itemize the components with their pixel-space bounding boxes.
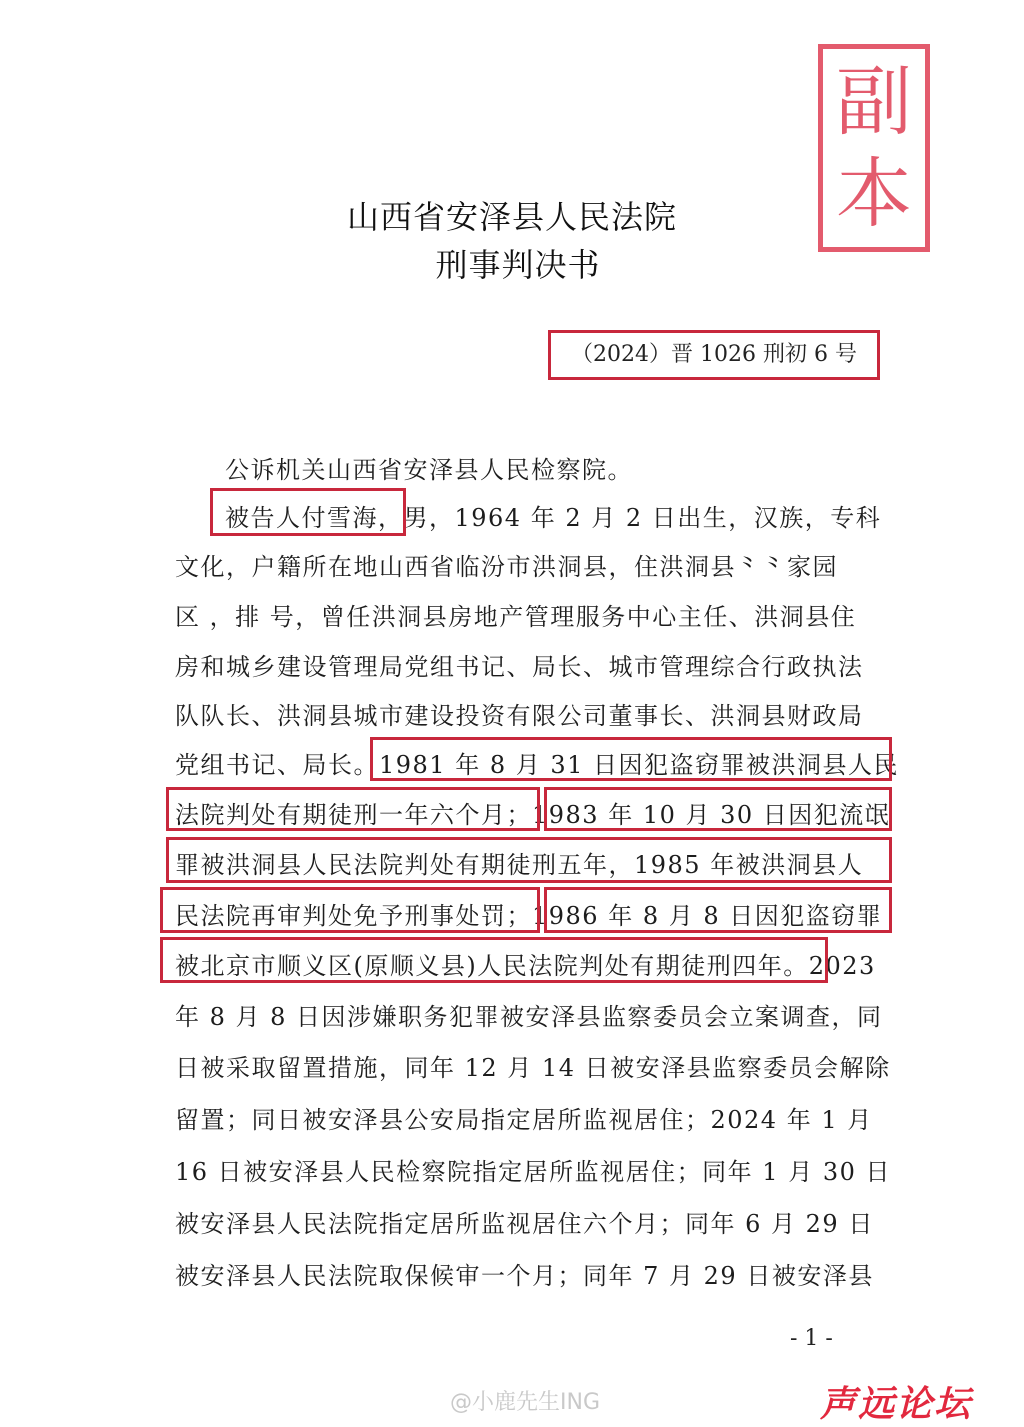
body-line-14: 留置；同日被安泽县公安局指定居所监视居住；2024 年 1 月 <box>175 1106 873 1134</box>
forum-logo: 声远论坛 <box>820 1384 973 1425</box>
body-line-8: 法院判处有期徒刑一年六个月；1983 年 10 月 30 日因犯流氓 <box>175 801 891 829</box>
highlight-defendant-name <box>210 488 406 536</box>
court-name: 山西省安泽县人民法院 <box>346 198 677 236</box>
body-line-6: 队队长、洪洞县城市建设投资有限公司董事长、洪洞县财政局 <box>175 702 864 730</box>
case-number: （2024）晋 1026 刑初 6 号 <box>548 330 880 380</box>
highlight-record-1981-b <box>166 787 540 831</box>
stamp-char-1: 副 <box>836 57 912 146</box>
body-line-1: 公诉机关山西省安泽县人民检察院。 <box>225 456 633 484</box>
body-line-12: 年 8 月 8 日因涉嫌职务犯罪被安泽县监察委员会立案调查，同 <box>175 1003 883 1031</box>
body-line-9: 罪被洪洞县人民法院判处有期徒刑五年，1985 年被洪洞县人 <box>175 851 864 879</box>
body-line-11: 被北京市顺义区(原顺义县)人民法院判处有期徒刑四年。2023 <box>175 952 876 980</box>
highlight-record-1981-a <box>370 737 892 781</box>
stamp-char-2: 本 <box>836 149 912 238</box>
body-line-13: 日被采取留置措施，同年 12 月 14 日被安泽县监察委员会解除 <box>175 1054 891 1082</box>
page-number: - 1 - <box>790 1326 833 1351</box>
body-line-7: 党组书记、局长。1981 年 8 月 31 日因犯盗窃罪被洪洞县人民 <box>175 751 900 779</box>
body-line-10: 民法院再审判处免予刑事处罚；1986 年 8 月 8 日因犯盗窃罪 <box>175 902 883 930</box>
body-line-15: 16 日被安泽县人民检察院指定居所监视居住；同年 1 月 30 日 <box>175 1158 891 1186</box>
body-line-2: 被告人付雪海，男，1964 年 2 月 2 日出生，汉族，专科 <box>225 504 882 532</box>
highlight-record-1986-b <box>160 937 828 983</box>
highlight-record-1985 <box>160 887 540 933</box>
highlight-record-1983-a <box>544 787 892 831</box>
body-line-5: 房和城乡建设管理局党组书记、局长、城市管理综合行政执法 <box>175 653 864 681</box>
highlight-record-1983-b <box>166 837 892 883</box>
document-type: 刑事判决书 <box>435 246 601 284</box>
body-line-4: 区 ，排 号，曾任洪洞县房地产管理服务中心主任、洪洞县住 <box>175 603 857 631</box>
body-line-3: 文化，户籍所在地山西省临汾市洪洞县，住洪洞县⺀⺀家园 <box>175 553 838 581</box>
body-line-17: 被安泽县人民法院取保候审一个月；同年 7 月 29 日被安泽县 <box>175 1262 874 1290</box>
watermark-text: @小鹿先生ING <box>450 1390 600 1415</box>
highlight-record-1986-a <box>544 887 892 933</box>
body-line-16: 被安泽县人民法院指定居所监视居住六个月；同年 6 月 29 日 <box>175 1210 874 1238</box>
